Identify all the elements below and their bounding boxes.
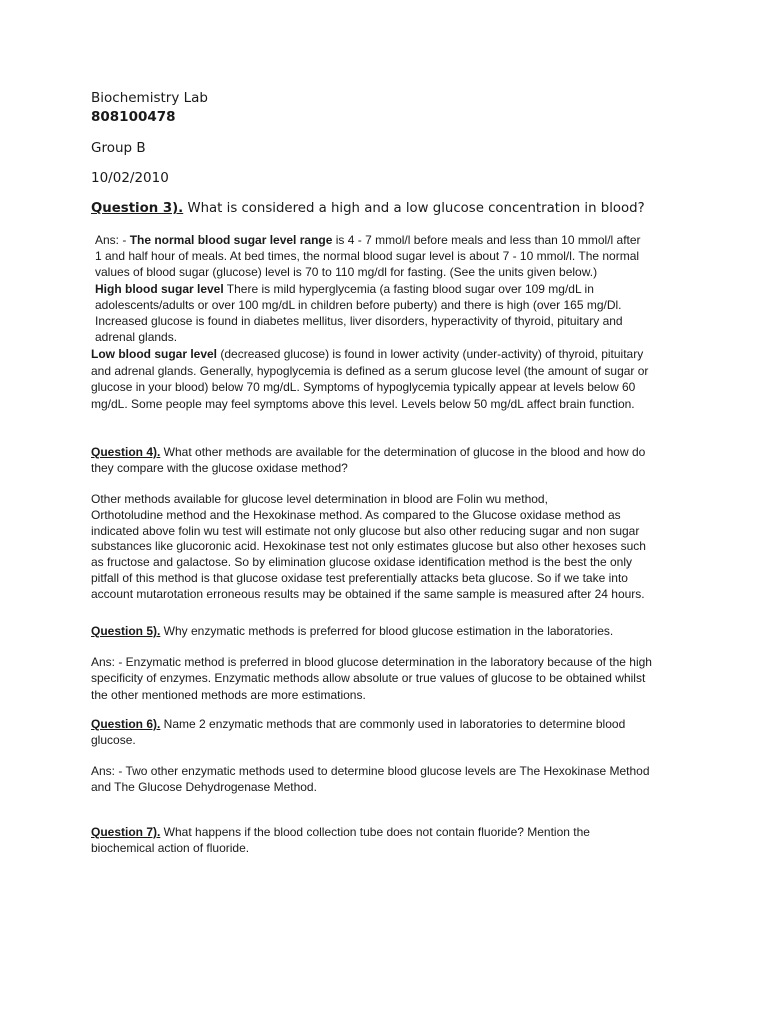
course-title: Biochemistry Lab [91,90,208,106]
q3-high-paragraph: High blood sugar level There is mild hyperglycemia (a fasting blood sugar over 109 mg/dL in adolescents/adults or over 100 mg/dL in children before puberty) and there is high (over 165 mg/Dl. Increased glucose is found in diabetes mellitus, liver disorders, hyperactivity of thyroid, pituitary and adrenal glands. [95,282,623,344]
q3-normal-paragraph: Ans: - The normal blood sugar level range is 4 - 7 mmol/l before meals and less than 10 mmol/l after 1 and half hour of meals. At bed times, the normal blood sugar level is about 7 - 10 mmol/l. The normal values of blood sugar (glucose) level is 70 to 110 mg/dl for fasting. (See the units given below.) [95,233,641,279]
q4-answer: Other methods available for glucose level determination in blood are Folin wu method, Orthotoludine method and the Hexokinase method. As compared to the Glucose oxidase method as indicated above folin wu test will estimate not only glucose but also other reducing sugar and non sugar substances like glucoronic acid. Hexokinase test not only estimates glucose but also other hexoses such as fructose and galactose. So by elimination glucose oxidase identification method is the best the only pitfall of this method is that glucose oxidase test preferentially attacks beta glucose. So if we take into account mutarotation erroneous results may be obtained if the same sample is measured after 24 hours. [91,492,646,601]
group-label: Group B [91,140,146,156]
question-7-label: Question 7). [91,825,161,839]
question-3-text: What is considered a high and a low glucose concentration in blood? [183,201,645,216]
question-6-label: Question 6). [91,717,161,731]
normal-range-term: The normal blood sugar level range [129,233,333,247]
question-4-label: Question 4). [91,445,161,459]
question-4: Question 4). What other methods are available for the determination of glucose in the blood and how do they compare with the glucose oxidase method? [91,445,646,476]
q3-low-paragraph: Low blood sugar level (decreased glucose) is found in lower activity (under-activity) of thyroid, pituitary and adrenal glands. Generally, hypoglycemia is defined as a serum glucose level (the amount of sugar or glucose in your blood) below 70 mg/dL. Symptoms of hypoglycemia typically appear at levels below 60 mg/dL. Some people may feel symptoms above this level. Levels below 50 mg/dL affect brain function. [91,347,649,411]
high-level-term: High blood sugar level [95,282,224,296]
question-6: Question 6). Name 2 enzymatic methods that are commonly used in laboratories to determine blood glucose. [91,717,626,748]
q5-answer: Ans: - Enzymatic method is preferred in blood glucose determination in the laboratory because of the high specificity of enzymes. Enzymatic methods allow absolute or true values of glucose to be obtained whilst the other mentioned methods are more estimations. [91,655,652,702]
student-id: 808100478 [91,109,176,125]
question-5: Question 5). Why enzymatic methods is preferred for blood glucose estimation in the laboratories. [91,624,614,638]
question-5-label: Question 5). [91,624,161,638]
question-7: Question 7). What happens if the blood collection tube does not contain fluoride? Mention the biochemical action of fluoride. [91,825,590,856]
question-3-label: Question 3). [91,201,184,216]
q6-answer: Ans: - Two other enzymatic methods used to determine blood glucose levels are The Hexokinase Method and The Glucose Dehydrogenase Method. [91,764,650,795]
low-level-term: Low blood sugar level [91,347,218,361]
question-3-heading [91,200,645,218]
date-label: 10/02/2010 [91,170,169,186]
